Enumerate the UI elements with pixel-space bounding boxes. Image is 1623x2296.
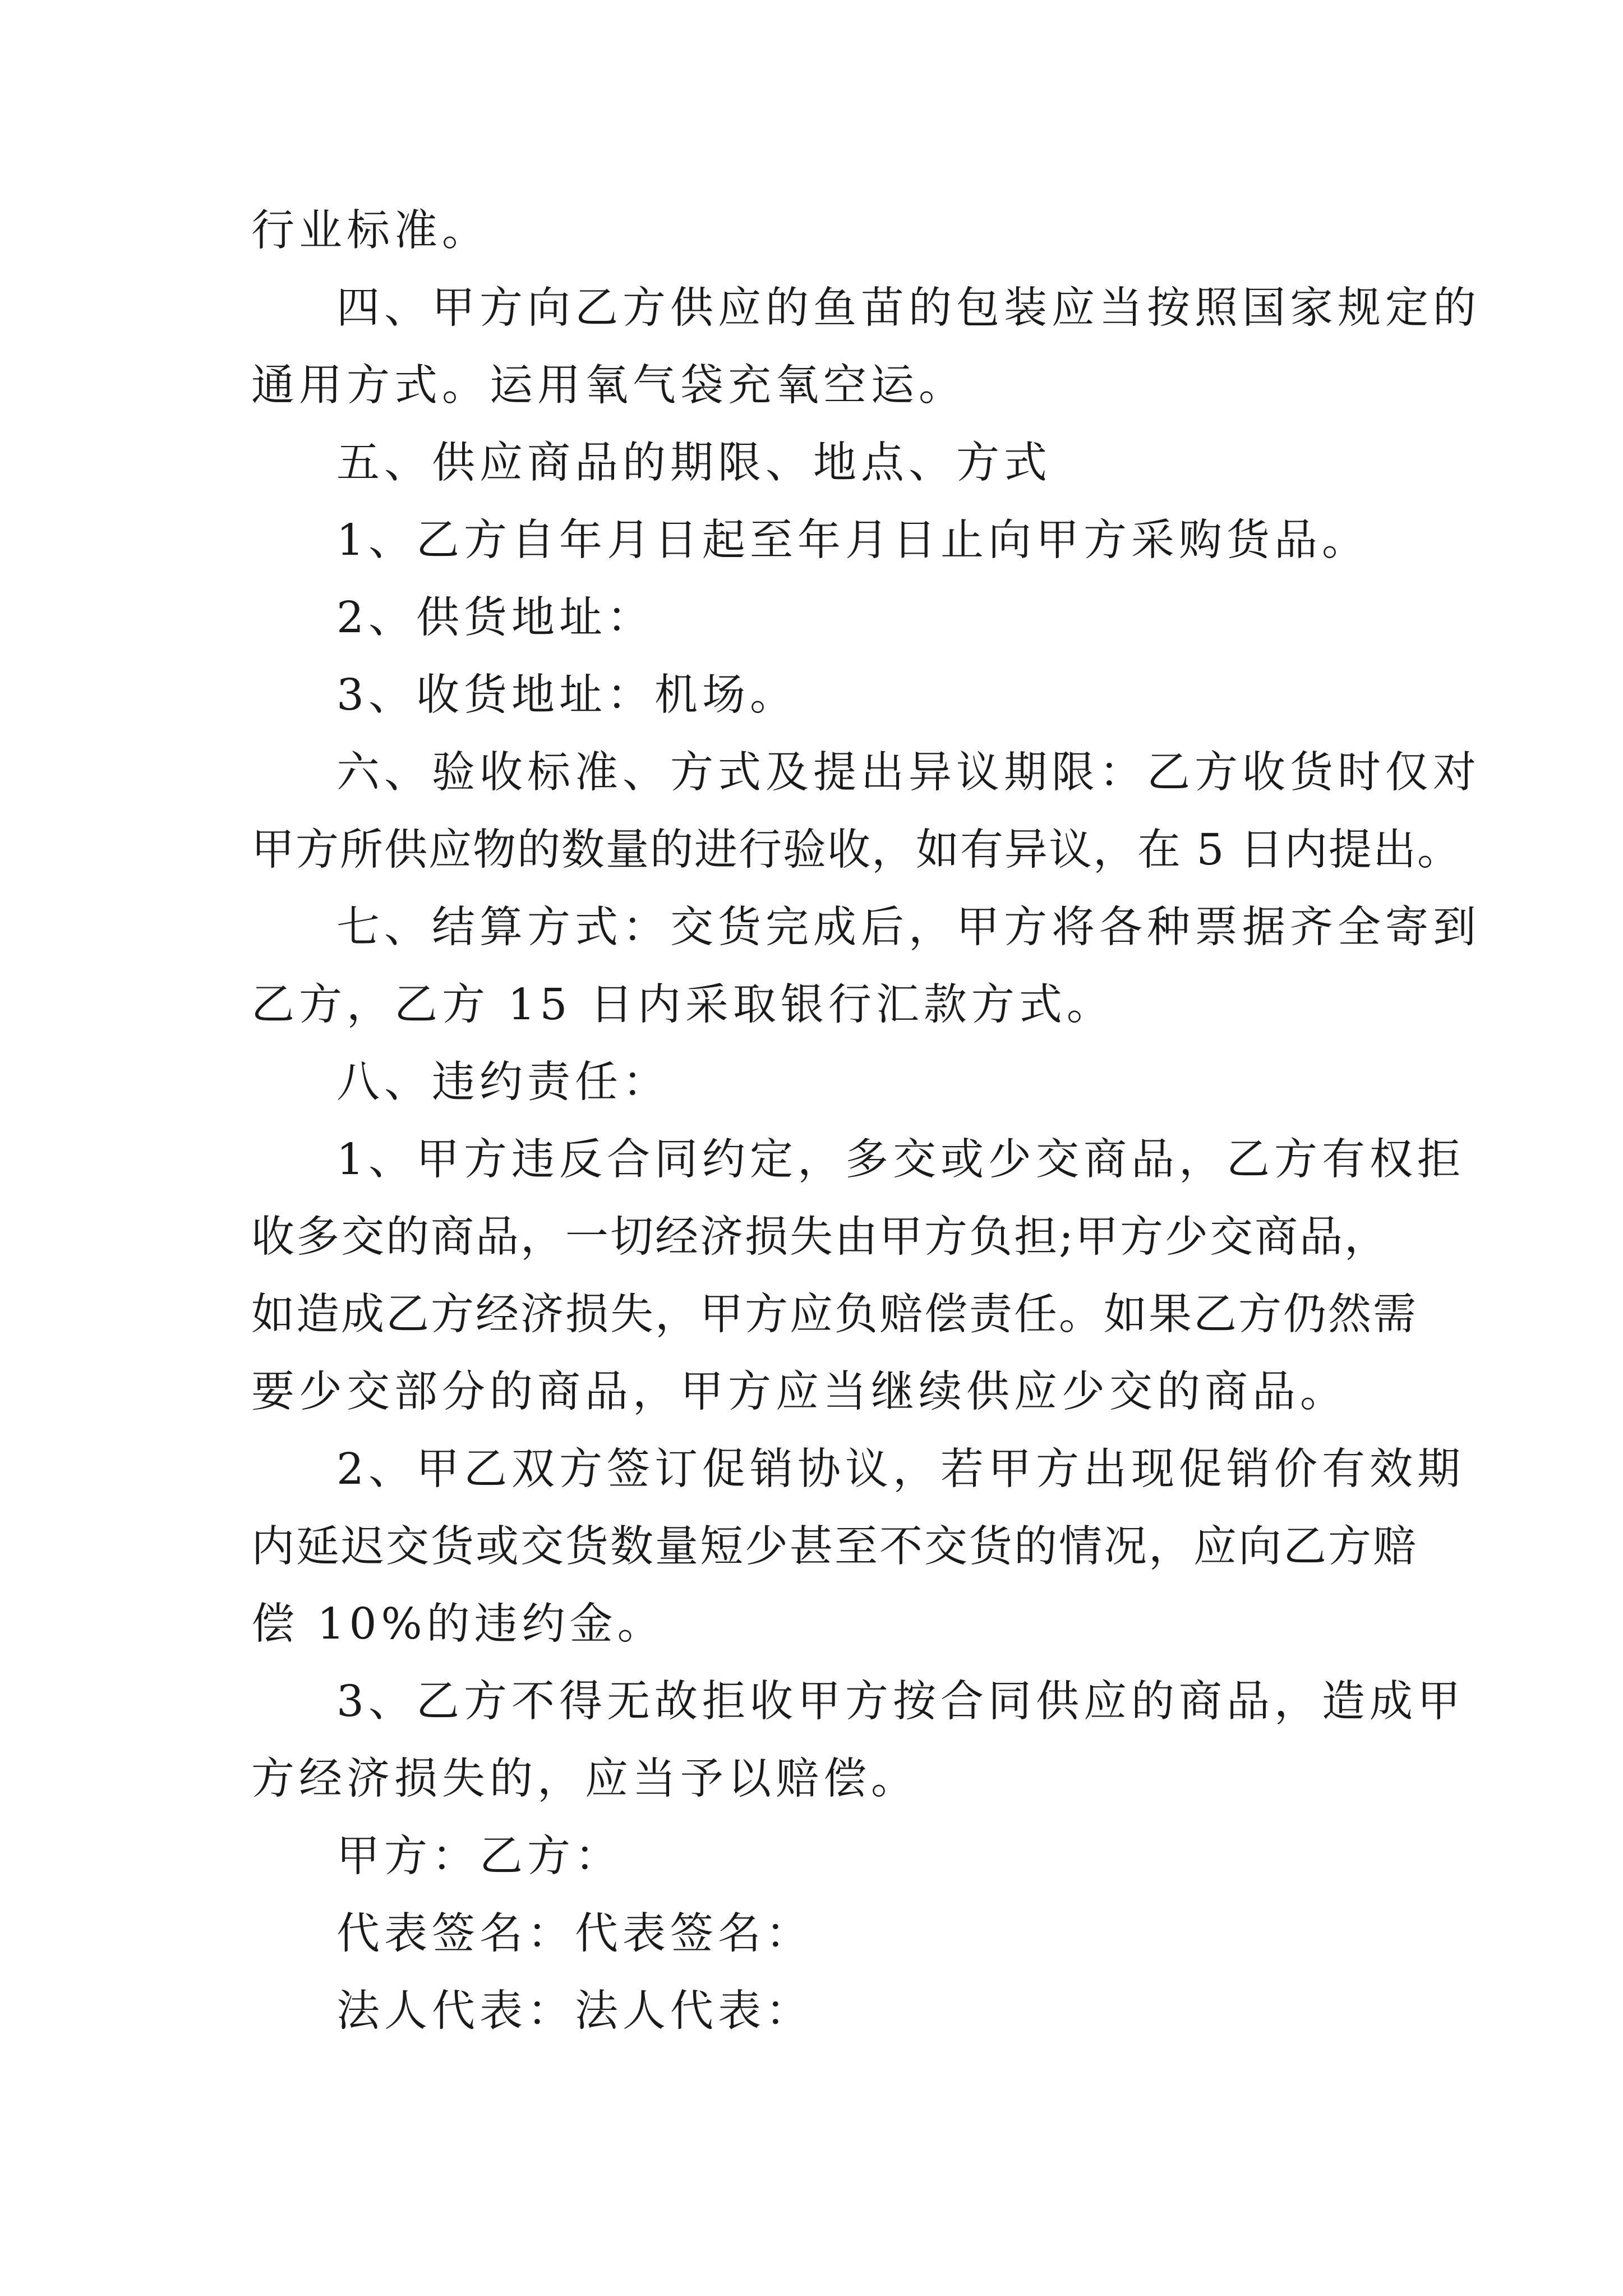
text-line: 通用方式。运用氧气袋充氧空运。: [251, 361, 966, 411]
section-heading: 五、供应商品的期限、地点、方式: [336, 438, 1052, 488]
text-line: 1、乙方自年月日起至年月日止向甲方采购货品。: [336, 516, 1370, 565]
text-line: 七、结算方式：交货完成后，甲方将各种票据齐全寄到: [336, 903, 1481, 953]
text-line: 如造成乙方经济损失，甲方应负赔偿责任。如果乙方仍然需: [251, 1290, 1418, 1340]
text-line: 2、供货地址：: [336, 593, 654, 643]
text-line: 收多交的商品，一切经济损失由甲方负担;甲方少交商品，: [251, 1212, 1389, 1262]
text-line: 四、甲方向乙方供应的鱼苗的包装应当按照国家规定的: [336, 283, 1481, 333]
text-line: 行业标准。: [251, 206, 490, 256]
text-line: 要少交部分的商品，甲方应当继续供应少交的商品。: [251, 1367, 1348, 1417]
text-line: 3、乙方不得无故拒收甲方按合同供应的商品，造成甲: [336, 1677, 1465, 1727]
text-line: 3、收货地址：机场。: [336, 670, 797, 720]
text-line: 方经济损失的，应当予以赔偿。: [251, 1754, 919, 1804]
signature-line-representatives: 代表签名：代表签名：: [336, 1909, 813, 1959]
text-line: 2、甲乙双方签订促销协议，若甲方出现促销价有效期: [336, 1444, 1465, 1494]
signature-line-legal-representatives: 法人代表：法人代表：: [336, 1986, 813, 2036]
signature-line-parties: 甲方：乙方：: [336, 1832, 623, 1881]
section-heading: 八、违约责任：: [336, 1057, 670, 1107]
text-line: 乙方，乙方 15 日内采取银行汇款方式。: [251, 980, 1114, 1030]
text-line: 内延迟交货或交货数量短少甚至不交货的情况，应向乙方赔: [251, 1522, 1418, 1572]
text-line: 六、验收标准、方式及提出异议期限：乙方收货时仅对: [336, 748, 1481, 798]
text-line: 甲方所供应物的数量的进行验收，如有异议，在 5 日内提出。: [251, 825, 1461, 875]
text-line: 偿 10%的违约金。: [251, 1599, 665, 1649]
text-line: 1、甲方违反合同约定，多交或少交商品，乙方有权拒: [336, 1135, 1465, 1185]
